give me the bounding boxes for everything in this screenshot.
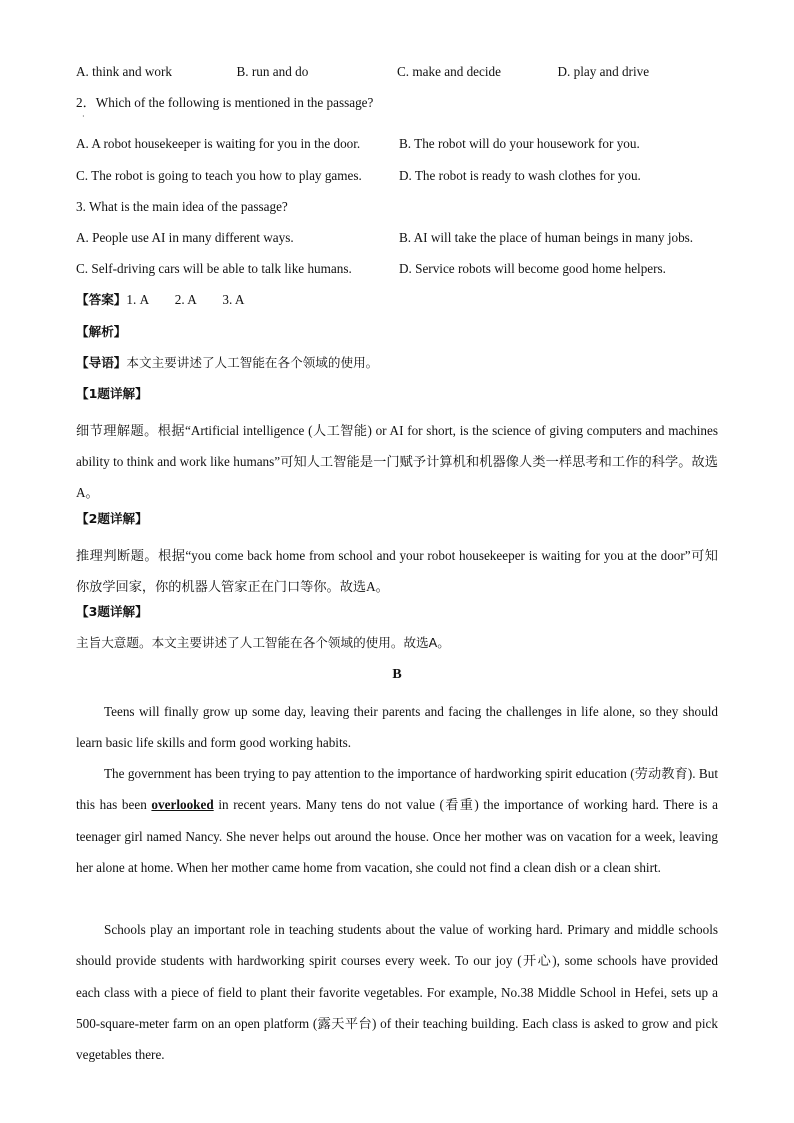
q3-options-row1 <box>76 228 718 259</box>
q3-stem: 3. What is the main idea of the passage? <box>76 198 288 214</box>
guide-line <box>76 353 718 384</box>
q2-option-c: C. The robot is going to teach you how to play games. <box>76 167 362 183</box>
guide-label: 【导语】 <box>76 354 127 370</box>
q3-option-a: A. People use AI in many different ways. <box>76 229 294 245</box>
q2-option-a: A. A robot housekeeper is waiting for you in the door. <box>76 136 361 152</box>
stray-dot: · <box>82 112 85 122</box>
answer-label: 【答案】 <box>76 292 127 308</box>
document-page <box>76 62 718 1070</box>
detail1-label: 【1题详解】 <box>76 385 148 401</box>
detail1-text: 细节理解题。根据“Artificial intelligence (人工智能) or AI for short, is the science of giving computers and machines ability to think and work like humans”可知人工智能是一门赋予计算机和机器像人类一样思考和工作的科学。故选A。 <box>76 423 718 501</box>
passage-paragraph-2 <box>76 758 718 914</box>
q3-options-row2 <box>76 259 718 290</box>
q1-option-c: C. make and decide <box>397 64 501 79</box>
q2-options-row1 <box>76 134 718 165</box>
p2-after: in recent years. Many tens do not value (看重) the importance of working hard. There is a teenager girl named Nancy. She never helps out around the house. Once her mother was on vacation for a week, leaving her alone at home. When her mother came home from vacation, she could not find a clean dish or a clean shirt. <box>76 797 719 875</box>
answer-values: 1. A 2. A 3. A <box>126 292 245 308</box>
q3-option-d: D. Service robots will become good home helpers. <box>399 261 666 277</box>
q2-stem-text: 2．Which of the following is mentioned in the passage? <box>76 95 374 111</box>
passage-paragraph-1: Teens will finally grow up some day, leaving their parents and facing the challenges in life alone, so they should learn basic life skills and form good working habits. <box>76 703 718 750</box>
analysis-label: 【解析】 <box>76 323 127 339</box>
detail2-text: 推理判断题。根据“you come back home from school and your robot housekeeper is waiting for you at the door”可知你放学回家，你的机器人管家正在门口等你。故选A。 <box>76 547 718 595</box>
q1-option-b: B. run and do <box>236 64 309 79</box>
q2-option-b: B. The robot will do your housework for you. <box>399 136 640 152</box>
passage-paragraph-3: Schools play an important role in teaching students about the value of working hard. Primary and middle schools should provide students with hardworking spirit courses every week. To our joy (开心), some schools have provided each class with a piece of field to plant their favorite vegetables. For example, No.38 Middle School in Hefei, sets up a 500-square-meter farm on an open platform (露天平台) of their teaching building. Each class is asked to grow and pick vegetables there. <box>76 922 718 1062</box>
section-title: B <box>392 666 402 682</box>
q1-option-a: A. think and work <box>76 64 172 79</box>
q2-option-d: D. The robot is ready to wash clothes for you. <box>399 167 641 183</box>
guide-text: 本文主要讲述了人工智能在各个领域的使用。 <box>126 354 379 370</box>
detail3-text: 主旨大意题。本文主要讲述了人工智能在各个领域的使用。故选A。 <box>76 635 450 651</box>
q2-stem <box>76 93 718 124</box>
q2-options-row2 <box>76 166 718 197</box>
q1-option-d: D. play and drive <box>557 64 650 79</box>
detail2-label: 【2题详解】 <box>76 510 148 526</box>
q1-options <box>76 62 718 93</box>
keyword-overlooked: overlooked <box>151 797 214 813</box>
q3-option-b: B. AI will take the place of human beings in many jobs. <box>399 229 694 245</box>
detail3-label: 【3题详解】 <box>76 604 148 620</box>
q3-option-c: C. Self-driving cars will be able to talk like humans. <box>76 261 352 277</box>
p2-before: The government has been trying to pay attention to the importance of hardworking spirit education (劳动教育). But this has been <box>76 766 718 813</box>
answer-line <box>76 290 718 321</box>
